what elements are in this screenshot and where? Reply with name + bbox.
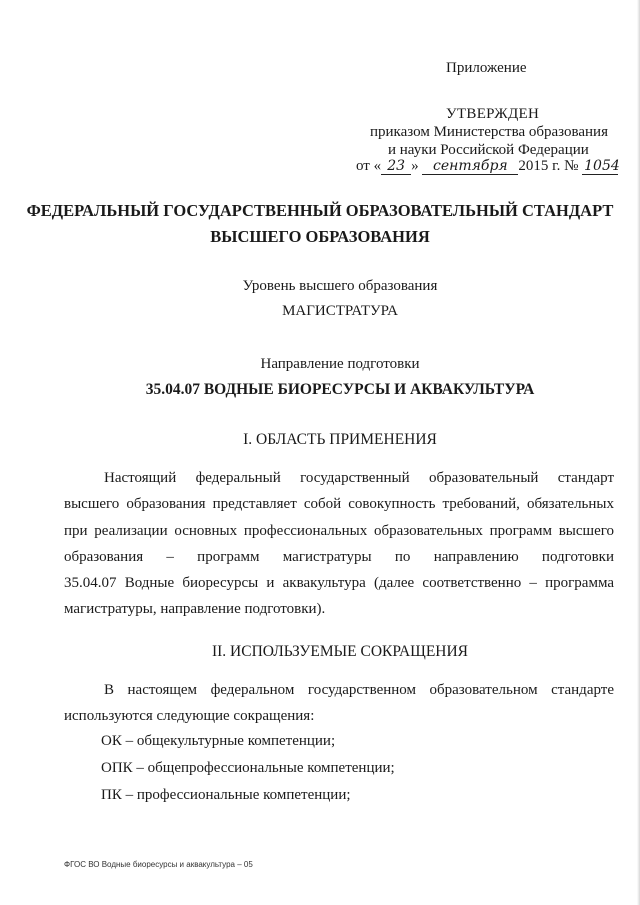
section-1-line: образования – программ магистратуры по направлению подготовки: [64, 549, 614, 565]
date-year: 2015 г. №: [518, 158, 579, 174]
date-mid: »: [411, 158, 419, 174]
education-level-label: Уровень высшего образования: [242, 278, 438, 294]
abbreviation-item: ПК – профессиональные компетенции;: [101, 787, 351, 803]
abbreviation-item: ОК – общекультурные компетенции;: [101, 733, 336, 749]
direction-value: 35.04.07 ВОДНЫЕ БИОРЕСУРСЫ И АКВАКУЛЬТУРА: [145, 381, 535, 398]
order-date-line: [356, 158, 618, 175]
handwritten-month: сентября: [422, 158, 518, 175]
handwritten-day: 23: [381, 158, 411, 175]
appendix-label: Приложение: [446, 60, 527, 76]
section-2-heading: II. ИСПОЛЬЗУЕМЫЕ СОКРАЩЕНИЯ: [211, 643, 469, 660]
section-1-heading: I. ОБЛАСТЬ ПРИМЕНЕНИЯ: [243, 431, 437, 448]
section-2-intro-line: используются следующие сокращения:: [64, 708, 315, 724]
document-title-line-1: ФЕДЕРАЛЬНЫЙ ГОСУДАРСТВЕННЫЙ ОБРАЗОВАТЕЛЬНЫЙ СТАНДАРТ: [26, 201, 614, 220]
document-title-line-2: ВЫСШЕГО ОБРАЗОВАНИЯ: [210, 227, 430, 246]
direction-label: Направление подготовки: [260, 356, 420, 372]
handwritten-order-number: 1054: [584, 158, 620, 174]
education-level-value: МАГИСТРАТУРА: [282, 303, 398, 319]
order-line-2: и науки Российской Федерации: [388, 142, 589, 158]
abbreviation-item: ОПК – общепрофессиональные компетенции;: [101, 760, 395, 776]
date-prefix: от «: [356, 158, 382, 174]
order-line-1: приказом Министерства образования: [370, 124, 608, 140]
page-footer: ФГОС ВО Водные биоресурсы и аквакультура – 05: [64, 860, 253, 869]
section-1-line: магистратуры, направление подготовки).: [64, 601, 326, 617]
section-1-line: 35.04.07 Водные биоресурсы и аквакультура (далее соответственно – программа: [64, 575, 614, 591]
section-1-line: при реализации основных профессиональных образовательных программ высшего: [64, 523, 614, 539]
section-1-line: высшего образования представляет собой совокупность требований, обязательных: [64, 496, 614, 512]
section-1-line: Настоящий федеральный государственный образовательный стандарт: [104, 470, 614, 486]
section-2-intro-line: В настоящем федеральном государственном образовательном стандарте: [104, 682, 614, 698]
approved-label: УТВЕРЖДЕН: [446, 106, 540, 122]
